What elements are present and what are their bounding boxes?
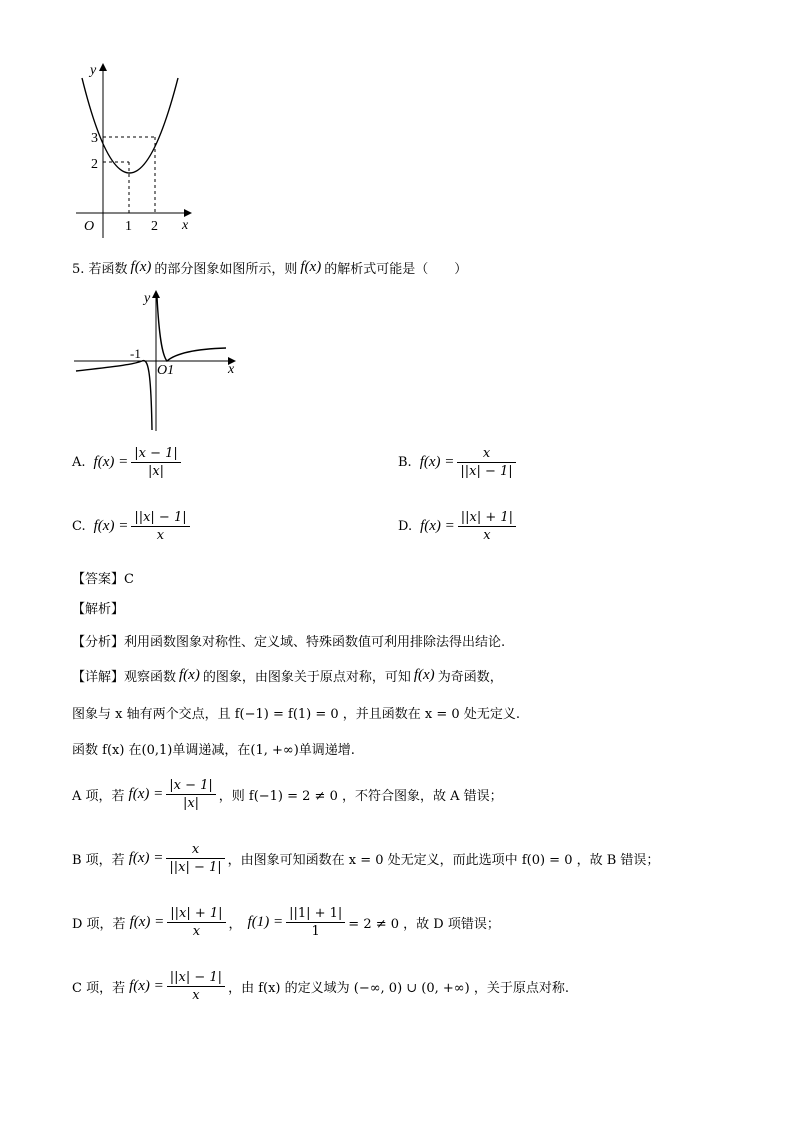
detail-line-3: 函数 f(x) 在(0,1)单调递减，在(1, +∞)单调递增.	[72, 743, 355, 758]
y-axis-arrow	[152, 290, 160, 298]
analysis-fenxi: 【分析】利用函数图象对称性、定义域、特殊函数值可利用排除法得出结论.	[72, 635, 506, 650]
item-c-fraction	[167, 970, 225, 1003]
question-text-2: 的部分图象如图所示，则	[154, 262, 298, 277]
item-b-fraction	[166, 842, 224, 875]
answer-line: 【答案】C	[72, 572, 134, 587]
denominator: x	[192, 988, 200, 1003]
option-c-label: C.	[72, 519, 86, 534]
option-d-label: D.	[398, 519, 413, 534]
f1-equals: f(1) =	[247, 914, 284, 930]
x-tick-2: 2	[151, 219, 158, 234]
question-5	[72, 258, 467, 277]
numerator: ||1| + 1|	[289, 906, 343, 921]
fx-equals: f(x) =	[419, 454, 455, 470]
option-b-fraction	[457, 446, 515, 479]
fx-equals: f(x) =	[128, 786, 164, 802]
item-a	[72, 778, 503, 811]
detail-text-c: 为奇函数，	[437, 670, 503, 685]
fx-equals: f(x) =	[128, 850, 164, 866]
y-tick-3: 3	[91, 131, 98, 146]
detail-text-b: 的图象，由图象关于原点对称，可知	[202, 670, 411, 685]
fx-equals: f(x) =	[93, 454, 129, 470]
origin-tick-label: O1	[157, 363, 175, 378]
numerator: |x − 1|	[134, 446, 178, 461]
item-d-prefix: D 项，若	[72, 917, 126, 932]
detail-line-2: 图象与 x 轴有两个交点，且 f(−1) = f(1) = 0 ，并且函数在 x = 0 处无定义.	[72, 707, 520, 722]
graph-parabola	[70, 58, 200, 243]
fx-symbol: f(x)	[300, 259, 322, 275]
item-d-fraction	[167, 906, 225, 939]
item-c-suffix: ，由 f(x) 的定义域为 (−∞, 0) ∪ (0, +∞) ，关于原点对称.	[228, 981, 569, 996]
option-a-label: A.	[72, 455, 86, 470]
option-a-fraction	[131, 446, 181, 479]
question-text-1: 5. 若函数	[72, 262, 128, 277]
x-axis-label: x	[228, 362, 235, 377]
denominator: |x|	[182, 796, 200, 811]
fx-equals: f(x) =	[129, 914, 165, 930]
y-axis-label: y	[90, 63, 97, 78]
item-b	[72, 842, 659, 875]
fx-equals: f(x) =	[420, 518, 455, 534]
denominator: ||x| − 1|	[169, 860, 222, 875]
denominator: x	[483, 528, 491, 543]
option-a	[72, 446, 184, 479]
item-d	[72, 906, 500, 939]
denominator: ||x| − 1|	[460, 464, 513, 479]
fx-symbol: f(x)	[130, 259, 152, 275]
option-c	[72, 510, 193, 543]
fx-equals: f(x) =	[93, 518, 129, 534]
item-b-prefix: B 项，若	[72, 853, 125, 868]
graph-hyperbola	[70, 285, 245, 435]
denominator: x	[156, 528, 165, 543]
x-tick-1: 1	[125, 219, 132, 234]
item-d-suffix: = 2 ≠ 0 ，故 D 项错误；	[348, 917, 500, 932]
numerator: |x − 1|	[169, 778, 213, 793]
numerator: x	[191, 842, 200, 857]
fx-equals: f(x) =	[129, 978, 164, 994]
denominator: |x|	[147, 464, 165, 479]
option-b	[398, 446, 519, 479]
item-c-prefix: C 项，若	[72, 981, 126, 996]
option-b-label: B.	[398, 455, 412, 470]
item-b-suffix: ，由图象可知函数在 x = 0 处无定义，而此选项中 f(0) = 0 ，故 B 错误；	[227, 853, 660, 868]
detail-text-a: 【详解】观察函数	[72, 670, 177, 685]
item-d-comma: ，	[228, 917, 242, 932]
item-d-fraction-2	[286, 906, 345, 939]
neg-tick-label: -1	[130, 346, 141, 361]
numerator: ||x| + 1|	[460, 510, 514, 525]
item-c	[72, 970, 569, 1003]
left-branch	[76, 361, 152, 430]
numerator: ||x| + 1|	[170, 906, 223, 921]
origin-label: O	[84, 219, 95, 234]
analysis-header: 【解析】	[72, 602, 125, 617]
y-axis-arrow	[99, 63, 107, 71]
question-text-3: 的解析式可能是（ ）	[324, 262, 468, 277]
denominator: 1	[311, 924, 320, 939]
detail-line-1	[72, 666, 503, 685]
numerator: ||x| − 1|	[169, 970, 223, 985]
option-d	[398, 510, 519, 543]
item-a-prefix: A 项，若	[72, 789, 125, 804]
y-axis-label: y	[144, 291, 151, 306]
fx-symbol: f(x)	[413, 667, 435, 683]
y-tick-2: 2	[91, 157, 98, 172]
option-c-fraction	[131, 510, 189, 543]
numerator: ||x| − 1|	[134, 510, 187, 525]
option-d-fraction	[458, 510, 516, 543]
fx-symbol: f(x)	[179, 667, 200, 683]
x-axis-label: x	[182, 218, 189, 233]
item-a-fraction	[166, 778, 216, 811]
denominator: x	[192, 924, 201, 939]
item-a-suffix: ，则 f(−1) = 2 ≠ 0 ，不符合图象，故 A 错误；	[218, 789, 503, 804]
right-branch	[157, 297, 226, 361]
x-axis-arrow	[184, 209, 192, 217]
numerator: x	[482, 446, 491, 461]
